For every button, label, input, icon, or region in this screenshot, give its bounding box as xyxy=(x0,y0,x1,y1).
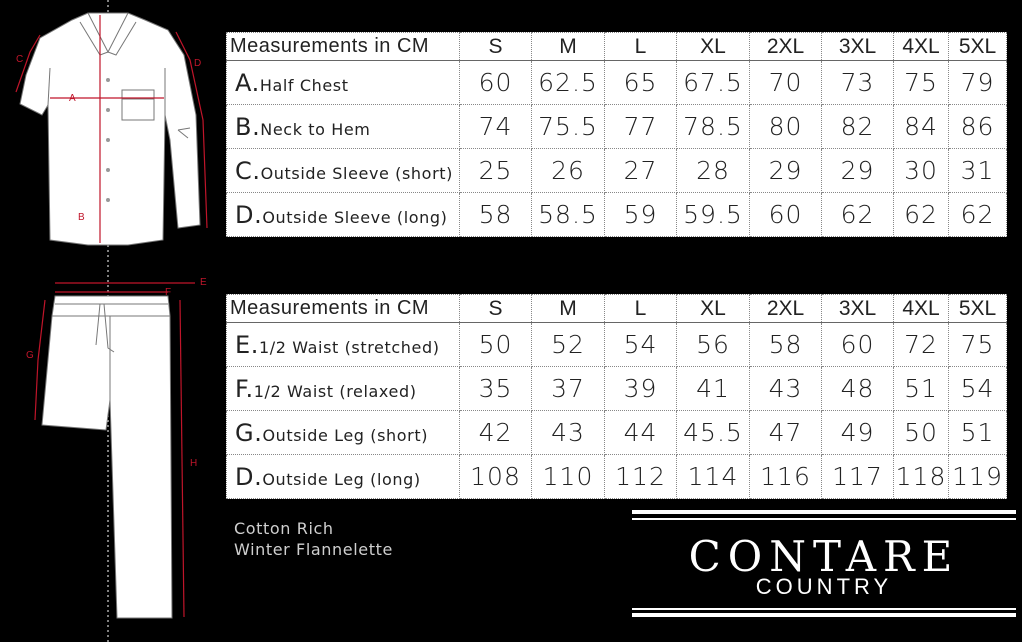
row-letter: B. xyxy=(235,112,261,141)
size-header: 4XL xyxy=(894,33,949,61)
brand-rule xyxy=(632,510,1016,514)
table-row xyxy=(227,193,1007,237)
table-row xyxy=(227,367,1007,411)
table-row xyxy=(227,61,1007,105)
label-g: G xyxy=(26,350,34,361)
row-label xyxy=(227,61,460,105)
table-cell: 72 xyxy=(894,323,949,367)
size-header: S xyxy=(460,33,532,61)
table-cell: 62 xyxy=(949,193,1007,237)
table-cell: 73 xyxy=(822,61,894,105)
brand-logo xyxy=(632,510,1016,622)
table-row xyxy=(227,411,1007,455)
table-cell: 77 xyxy=(605,105,677,149)
size-header: S xyxy=(460,295,532,323)
row-letter: F. xyxy=(235,374,254,403)
shirt-diagram xyxy=(20,13,200,245)
table-cell: 54 xyxy=(949,367,1007,411)
table-cell: 82 xyxy=(822,105,894,149)
shirt-size-table xyxy=(226,32,1007,237)
row-text: Outside Sleeve (short) xyxy=(260,163,453,183)
table-cell: 37 xyxy=(532,367,605,411)
table-cell: 49 xyxy=(822,411,894,455)
pants-size-table xyxy=(226,294,1007,499)
table-cell: 79 xyxy=(949,61,1007,105)
table-cell: 62 xyxy=(822,193,894,237)
row-text: Outside Sleeve (long) xyxy=(262,207,448,227)
row-letter: E. xyxy=(235,330,259,359)
row-letter: D. xyxy=(235,200,263,229)
table-cell: 58 xyxy=(460,193,532,237)
table-row xyxy=(227,105,1007,149)
brand-rule xyxy=(632,608,1016,610)
size-header: L xyxy=(605,295,677,323)
table-cell: 59 xyxy=(605,193,677,237)
fabric-line: Winter Flannelette xyxy=(234,540,393,559)
table-cell: 25 xyxy=(460,149,532,193)
table-row xyxy=(227,323,1007,367)
row-text: Outside Leg (short) xyxy=(262,425,429,445)
table-cell: 119 xyxy=(949,455,1007,499)
table-cell: 80 xyxy=(750,105,822,149)
table-cell: 114 xyxy=(677,455,750,499)
table-cell: 26 xyxy=(532,149,605,193)
table-header-row xyxy=(227,295,1007,323)
brand-rule xyxy=(632,613,1016,617)
size-header: M xyxy=(532,33,605,61)
table-cell: 84 xyxy=(894,105,949,149)
row-label xyxy=(227,367,460,411)
brand-subtitle: COUNTRY xyxy=(755,574,893,599)
table-cell: 42 xyxy=(460,411,532,455)
row-letter: D. xyxy=(235,462,263,491)
table-cell: 62.5 xyxy=(532,61,605,105)
table-cell: 75 xyxy=(949,323,1007,367)
size-header: L xyxy=(605,33,677,61)
label-b: B xyxy=(78,212,85,223)
table-cell: 52 xyxy=(532,323,605,367)
header-label: Measurements in CM xyxy=(227,33,460,61)
size-header: 2XL xyxy=(750,295,822,323)
table-cell: 54 xyxy=(605,323,677,367)
row-text: Half Chest xyxy=(259,75,349,95)
brand-name: CONTARE xyxy=(688,532,960,581)
table-cell: 31 xyxy=(949,149,1007,193)
label-a: A xyxy=(69,93,76,104)
label-e: E xyxy=(200,277,207,288)
garment-diagrams xyxy=(0,0,225,642)
table-cell: 60 xyxy=(750,193,822,237)
table-cell: 117 xyxy=(822,455,894,499)
size-header: 3XL xyxy=(822,33,894,61)
table-cell: 51 xyxy=(894,367,949,411)
header-label: Measurements in CM xyxy=(227,295,460,323)
row-label xyxy=(227,411,460,455)
size-header: M xyxy=(532,295,605,323)
table-cell: 43 xyxy=(532,411,605,455)
table-row xyxy=(227,455,1007,499)
table-cell: 39 xyxy=(605,367,677,411)
size-header: XL xyxy=(677,33,750,61)
label-f: F xyxy=(165,287,172,298)
table-cell: 75.5 xyxy=(532,105,605,149)
table-cell: 51 xyxy=(949,411,1007,455)
table-cell: 35 xyxy=(460,367,532,411)
table-cell: 45.5 xyxy=(677,411,750,455)
size-header: XL xyxy=(677,295,750,323)
row-text: Outside Leg (long) xyxy=(262,469,421,489)
label-c: C xyxy=(16,54,24,65)
row-letter: C. xyxy=(235,156,261,185)
row-label xyxy=(227,149,460,193)
table-cell: 47 xyxy=(750,411,822,455)
table-cell: 58.5 xyxy=(532,193,605,237)
table-cell: 29 xyxy=(750,149,822,193)
table-cell: 70 xyxy=(750,61,822,105)
table-cell: 112 xyxy=(605,455,677,499)
brand-rule xyxy=(632,518,1016,520)
table-cell: 110 xyxy=(532,455,605,499)
table-cell: 86 xyxy=(949,105,1007,149)
pants-diagram xyxy=(42,296,172,618)
table-cell: 50 xyxy=(894,411,949,455)
table-cell: 65 xyxy=(605,61,677,105)
table-cell: 41 xyxy=(677,367,750,411)
table-cell: 108 xyxy=(460,455,532,499)
size-header: 5XL xyxy=(949,295,1007,323)
size-header: 5XL xyxy=(949,33,1007,61)
fabric-line: Cotton Rich xyxy=(234,519,334,538)
table-row xyxy=(227,149,1007,193)
label-h: H xyxy=(190,458,198,469)
table-cell: 27 xyxy=(605,149,677,193)
table-cell: 44 xyxy=(605,411,677,455)
row-label xyxy=(227,105,460,149)
row-label xyxy=(227,323,460,367)
row-text: 1/2 Waist (stretched) xyxy=(259,337,440,357)
table-cell: 118 xyxy=(894,455,949,499)
table-cell: 30 xyxy=(894,149,949,193)
table-cell: 60 xyxy=(822,323,894,367)
table-cell: 116 xyxy=(750,455,822,499)
row-text: Neck to Hem xyxy=(260,119,371,139)
label-d: D xyxy=(194,58,202,69)
size-header: 2XL xyxy=(750,33,822,61)
table-cell: 78.5 xyxy=(677,105,750,149)
size-header: 3XL xyxy=(822,295,894,323)
table-cell: 43 xyxy=(750,367,822,411)
table-cell: 58 xyxy=(750,323,822,367)
table-header-row xyxy=(227,33,1007,61)
table-cell: 74 xyxy=(460,105,532,149)
row-label xyxy=(227,455,460,499)
table-cell: 75 xyxy=(894,61,949,105)
table-cell: 60 xyxy=(460,61,532,105)
row-letter: A. xyxy=(235,68,260,97)
row-letter: G. xyxy=(235,418,263,447)
table-cell: 62 xyxy=(894,193,949,237)
row-text: 1/2 Waist (relaxed) xyxy=(253,381,417,401)
table-cell: 67.5 xyxy=(677,61,750,105)
fabric-description xyxy=(234,518,393,560)
table-cell: 56 xyxy=(677,323,750,367)
table-cell: 29 xyxy=(822,149,894,193)
size-header: 4XL xyxy=(894,295,949,323)
table-cell: 28 xyxy=(677,149,750,193)
table-cell: 48 xyxy=(822,367,894,411)
table-cell: 59.5 xyxy=(677,193,750,237)
row-label xyxy=(227,193,460,237)
table-cell: 50 xyxy=(460,323,532,367)
